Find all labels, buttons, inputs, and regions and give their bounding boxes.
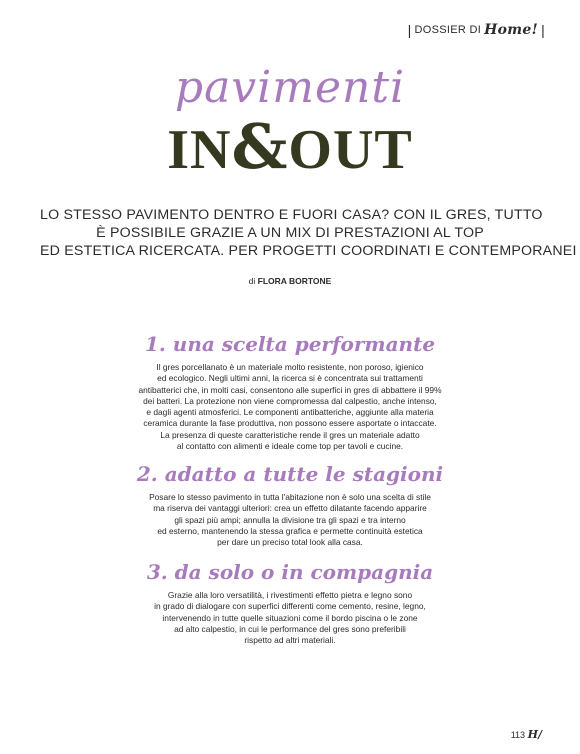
header-divider: |	[407, 22, 412, 38]
body-line: intervenendo in tutte quelle situazioni come il bordo piscina o le zone	[162, 612, 418, 623]
body-line: ed esterno, mantenendo la stessa grafica e permette continuità estetica	[157, 525, 423, 536]
body-line: per dare un preciso total look alla casa.	[217, 537, 363, 548]
byline	[0, 276, 580, 286]
title-out: OUT	[288, 119, 413, 181]
body-line: ad alto calpestio, in cui le performance del gres sono preferibili	[174, 623, 406, 634]
section-header	[405, 22, 548, 38]
body-line: La presenza di queste caratteristiche rende il gres un materiale adatto	[160, 429, 420, 440]
title-ampersand: &	[231, 110, 289, 183]
header-divider: |	[541, 22, 545, 38]
subtitle	[40, 206, 577, 260]
section-heading: 3. da solo o in compagnia	[146, 560, 434, 584]
body-line: Grazie alla loro versatilità, i rivestimenti effetto pietra e legno sono	[167, 590, 413, 600]
page-footer	[511, 728, 542, 741]
section-1	[60, 332, 520, 452]
title-main	[0, 110, 580, 183]
section-heading: 2. adatto a tutte le stagioni	[136, 462, 444, 486]
title-script: pavimenti	[174, 62, 406, 113]
byline-author: FLORA BORTONE	[257, 276, 332, 286]
body-line: al contatto con alimenti e ideale come top per tavoli e cucine.	[176, 441, 404, 452]
section-body	[60, 492, 520, 548]
section-3	[60, 560, 520, 646]
body-line: Posare lo stesso pavimento in tutta l'abitazione non è solo una scelta di stile	[149, 492, 431, 502]
footer-brand-logo: H/	[527, 728, 542, 741]
body-line: in grado di dialogare con superfici differenti come cemento, resine, legno,	[154, 601, 426, 612]
body-line: e dagli agenti atmosferici. Le componenti antibatteriche, aggiunte alla materia	[146, 407, 434, 418]
subtitle-line: È POSSIBILE GRAZIE A UN MIX DI PRESTAZIONI AL TOP	[96, 225, 484, 241]
title-in: IN	[167, 119, 232, 181]
body-line: antibatterici che, in molti casi, consentono alle superfici in gres di abbattere il 99%	[138, 384, 442, 395]
section-body	[60, 590, 520, 646]
body-line: ed ecologico. Negli ultimi anni, la ricerca si è concentrata sui trattamenti	[157, 373, 423, 384]
body-line: dei batteri. La protezione non viene compromessa dal calpestio, anche intenso,	[143, 395, 437, 406]
byline-prefix: di	[248, 276, 256, 286]
section-heading: 1. una scelta performante	[144, 332, 436, 356]
body-line: ma riserva dei vantaggi ulteriori: crea un effetto dilatante facendo apparire	[153, 503, 427, 514]
section-body	[60, 362, 520, 452]
body-line: rispetto ad altri materiali.	[244, 635, 336, 646]
page-number: 113	[510, 730, 526, 740]
header-label: DOSSIER DI	[414, 24, 482, 36]
section-2	[60, 462, 520, 548]
body-line: Il gres porcellanato è un materiale molto resistente, non poroso, igienico	[156, 362, 424, 372]
header-brand-logo: Home!	[484, 22, 539, 38]
body-line: ceramica durante la fase produttiva, non possono essere asportate o intaccate.	[143, 418, 437, 429]
subtitle-line: ED ESTETICA RICERCATA. PER PROGETTI COORDINATI E CONTEMPORANEI	[40, 243, 577, 259]
subtitle-line: LO STESSO PAVIMENTO DENTRO E FUORI CASA? CON IL GRES, TUTTO	[40, 207, 543, 223]
body-line: gli spazi più ampi; annulla la divisione tra gli spazi e tra interno	[174, 514, 406, 525]
